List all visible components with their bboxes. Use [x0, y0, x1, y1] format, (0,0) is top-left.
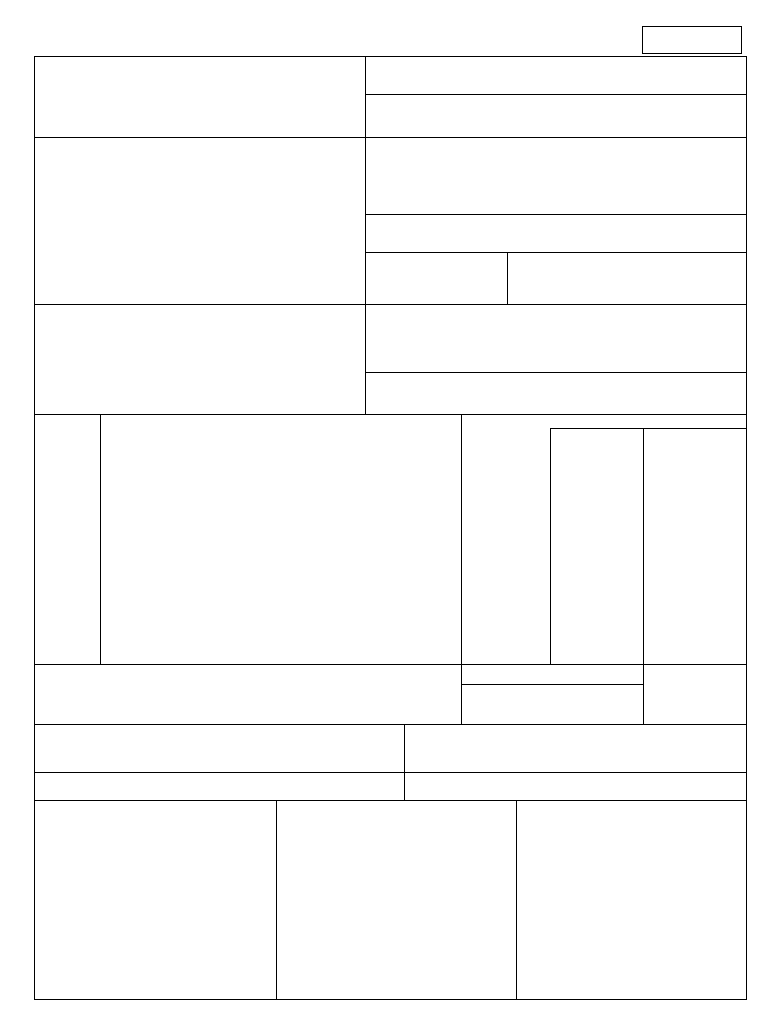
form-frame: [34, 56, 747, 1000]
page-number-box[interactable]: [642, 26, 742, 54]
